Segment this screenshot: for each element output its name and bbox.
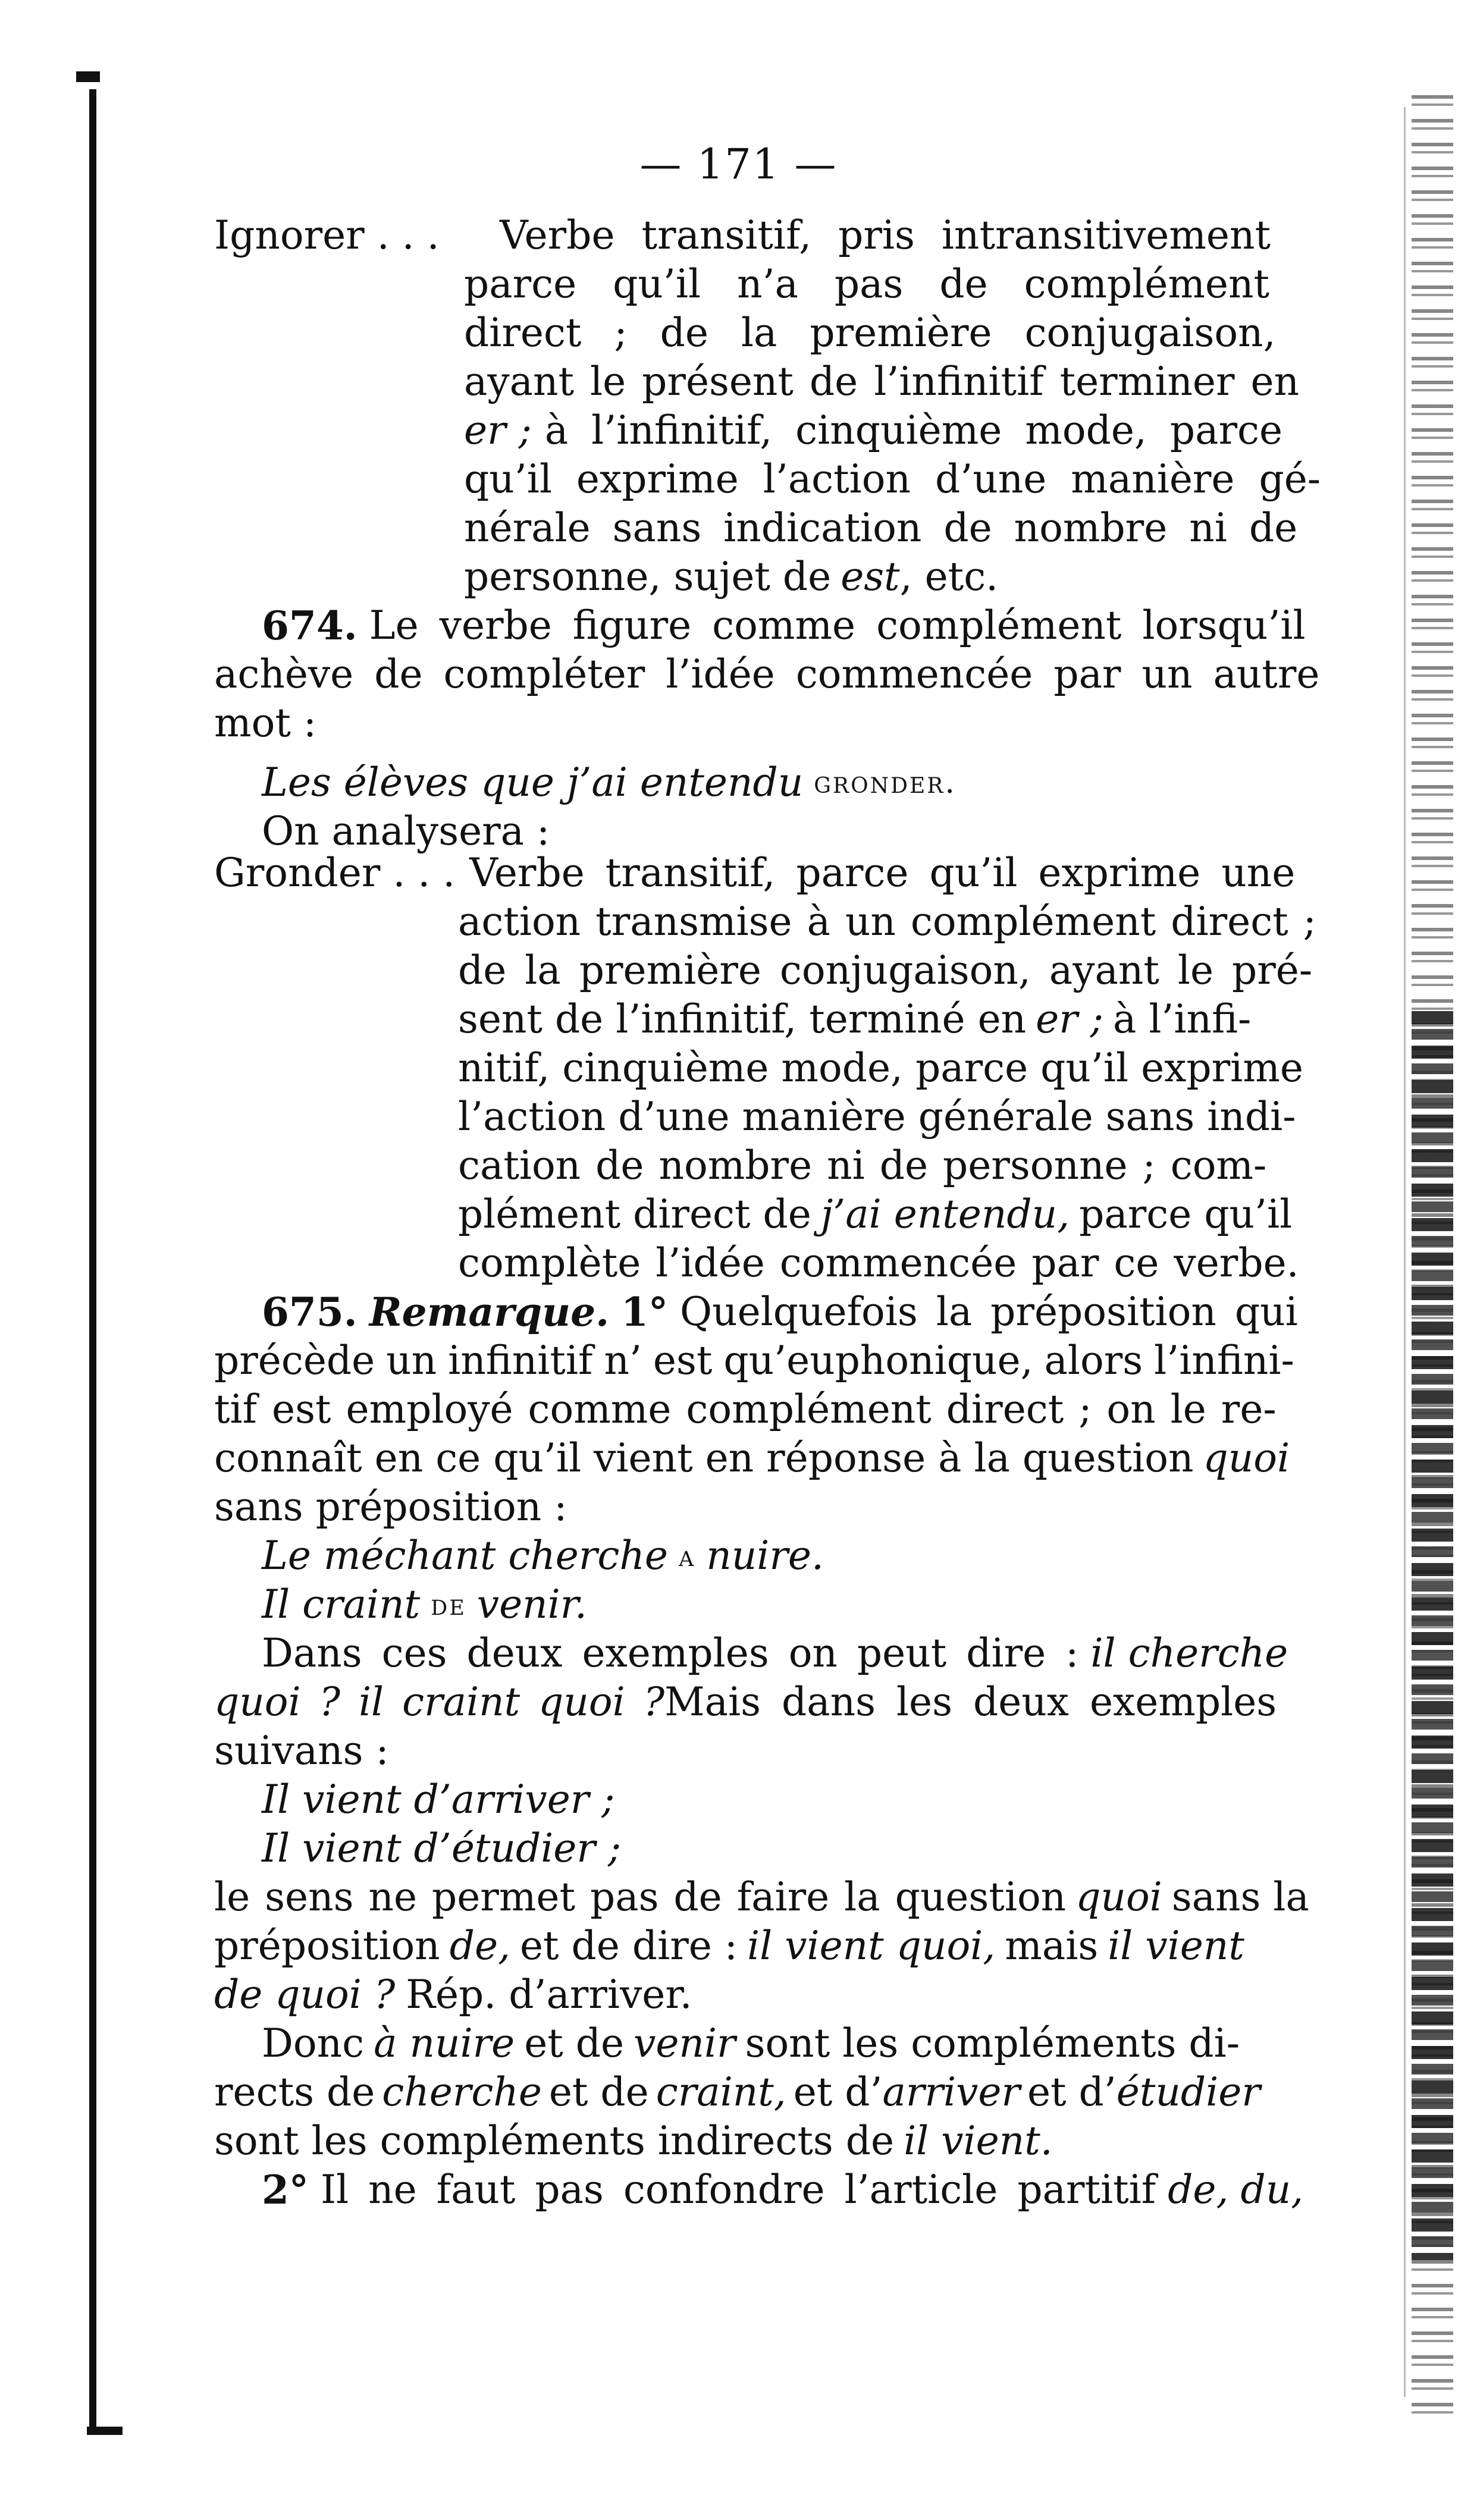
gronder-line-6: l’action d’une manière générale sans indi- <box>458 1094 1296 1140</box>
p674-line-1: 674. Le verbe figure comme complément lorsqu’il <box>262 602 1306 649</box>
p675-line-10: préposition de, et de dire : il vient quoi, mais il vient <box>214 1923 1244 1969</box>
p675-example-3: Il vient d’arriver ; <box>262 1777 615 1822</box>
ignorer-line-2: parce qu’il n’a pas de complément <box>464 261 1270 307</box>
ignorer-line-7: nérale sans indication de nombre ni de <box>464 505 1298 551</box>
p675-line-5: sans préposition : <box>214 1484 567 1530</box>
p675-example-4: Il vient d’étudier ; <box>262 1825 622 1871</box>
p675-line-14: sont les compléments indirects de il vient. <box>214 2118 1053 2164</box>
gronder-line-7: cation de nombre ni de personne ; com- <box>458 1143 1267 1188</box>
p674-analysis: On analysera : <box>262 808 550 854</box>
ignorer-line-1 <box>214 211 1273 260</box>
p675-line-2: précède un infinitif n’ est qu’euphonique, alors l’infini- <box>214 1338 1294 1383</box>
gronder-line-2: action transmise à un complément direct ; <box>458 899 1316 944</box>
p674-line-3: mot : <box>214 700 317 746</box>
p675-line-3: tif est employé comme complément direct ; on le re- <box>214 1386 1277 1432</box>
p675-example-1: Le méchant cherche a nuire. <box>262 1533 824 1578</box>
p675-line-12: Donc à nuire et de venir sont les compléments di- <box>262 2020 1240 2066</box>
gronder-line-4: sent de l’infinitif, terminé en er ; à l’infi- <box>458 996 1252 1042</box>
page-number: — 171 — <box>639 140 838 189</box>
p675-line-11: de quoi ? Rép. d’arriver. <box>214 1972 692 2017</box>
p675-example-2: Il craint de venir. <box>262 1581 588 1627</box>
p675-line-15: 2° Il ne faut pas confondre l’article partitif de, du, <box>262 2167 1304 2213</box>
paragraph-675 <box>214 1288 1309 2214</box>
gronder-line-8: plément direct de j’ai entendu, parce qu’il <box>458 1191 1293 1237</box>
p675-line-7: quoi ? il craint quoi ? Mais dans les deux exemples <box>214 1679 1277 1725</box>
gronder-entry <box>214 849 1316 1288</box>
p675-line-8: suivans : <box>214 1728 389 1774</box>
ignorer-line-3: direct ; de la première conjugaison, <box>464 310 1276 356</box>
ignorer-term: Ignorer . . . <box>214 212 440 258</box>
gronder-line-1: Gronder . . . Verbe transitif, parce qu’il exprime une <box>214 849 1273 897</box>
ignorer-entry <box>214 211 1321 601</box>
gronder-line-3: de la première conjugaison, ayant le pré- <box>458 947 1313 993</box>
ignorer-text-1: Verbe transitif, pris intransitivement <box>500 212 1271 258</box>
gronder-line-9: complète l’idée commencée par ce verbe. <box>458 1240 1299 1286</box>
binding-rule <box>89 89 96 2433</box>
ignorer-line-8: personne, sujet de est , etc. <box>464 554 999 600</box>
gronder-line-5: nitif, cinquième mode, parce qu’il exprime <box>458 1045 1303 1091</box>
ignorer-line-6: qu’il exprime l’action d’une manière gé- <box>464 456 1321 502</box>
page-edge-hairline <box>1404 107 1406 2397</box>
paragraph-674 <box>214 601 1320 856</box>
p675-line-13: rects de cherche et de craint, et d’ arriver et d’ étudier <box>214 2069 1260 2115</box>
p674-line-2: achève de compléter l’idée commencée par un autre <box>214 651 1320 697</box>
p674-example: Les élèves que j’ai entendu gronder. <box>262 760 957 805</box>
ignorer-line-4: ayant le présent de l’infinitif terminer en <box>464 359 1300 404</box>
p675-line-9: le sens ne permet pas de faire la question quoi sans la <box>214 1874 1309 1920</box>
p675-line-1: 675. Remarque. 1° Quelquefois la préposition qui <box>262 1289 1298 1335</box>
p675-line-6: Dans ces deux exemples on peut dire : il cherche <box>262 1630 1288 1676</box>
ignorer-line-5: er ; à l’infinitif, cinquième mode, parce <box>464 407 1283 453</box>
gronder-term: Gronder . . . <box>214 850 456 896</box>
p675-line-4: connaît en ce qu’il vient en réponse à la question quoi <box>214 1435 1290 1481</box>
page-edge-scan-noise-dense <box>1412 1011 1453 2260</box>
